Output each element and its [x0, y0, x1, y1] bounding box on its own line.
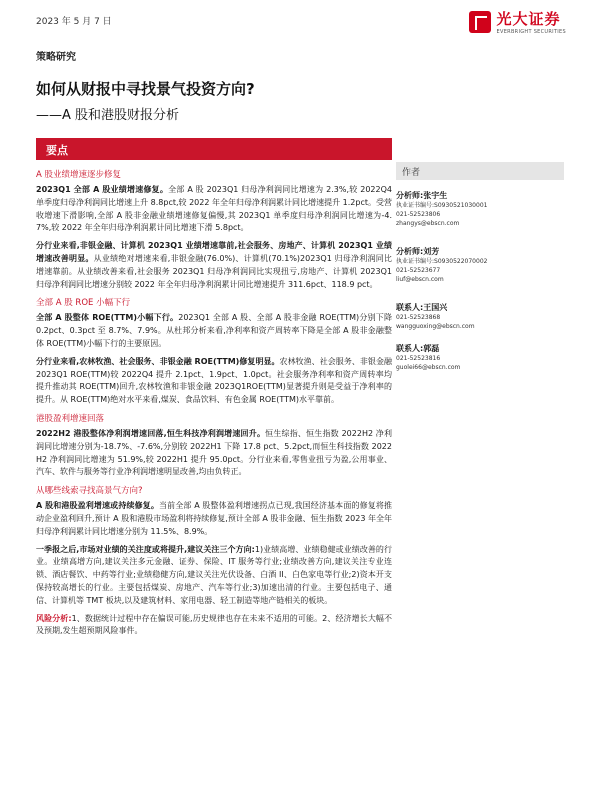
author-bar: [396, 162, 564, 180]
paragraph-lead: 分行业来看,农林牧渔、社会服务、非银金融 ROE(TTM)修复明显。: [36, 356, 280, 366]
analyst-phone: 021-52523677: [396, 267, 441, 274]
risk-text: 1、数据统计过程中存在偏误可能,历史规律也存在未来不适用的可能。2、经济增长大幅不及预期,发生超预期风险事件。: [36, 613, 393, 636]
report-category: 策略研究: [36, 52, 76, 63]
analyst-detail: 执业证书编号:S0930521030001: [396, 202, 488, 209]
paragraph: [36, 544, 392, 608]
paragraph: [36, 184, 392, 235]
section: [36, 296, 392, 407]
paragraph-text: 1)业绩高增、业绩稳健或业绩改善的行业。业绩高增方向,建议关注多元金融、证券、保险、IT 服务等行业;业绩改善方向,建议关注专业连锁、酒店餐饮、中药等行业;业绩稳健方向,建议关注光伏设备、白酒 II、白色家电等行业;2)资本开支保持较高增长的行业。主要包括煤炭、房地产、汽车等行业;3)加速出清的行业。主要包括电子、通信、计算机等 TMT 板块,以及建筑材料、家用电器、轻工制造等地产链相关的板块。: [36, 544, 392, 605]
paragraph: [36, 428, 392, 479]
key-points-label: 要点: [46, 144, 68, 157]
risk-analysis: [36, 613, 392, 639]
paragraph-text: 从业绩绝对增速来看,非银金融(76.0%)、计算机(70.1%)2023Q1 归母净利润同比增速靠前。从业绩改善来看,社会服务 2023Q1 归母净利润同比实现扭亏,房地产、计算机 2023Q1 归母净利润同比增速分别较 2022 年全年归母净利润累计同比增速提升 311.6pct、118.9 pct。: [36, 253, 392, 289]
section: [36, 484, 392, 607]
section: [36, 412, 392, 479]
analyst-phone: 021-52523806: [396, 211, 441, 218]
analyst-name: 分析师:张宇生: [396, 191, 448, 200]
section: [36, 168, 392, 291]
contact-phone: 021-52523868: [396, 314, 441, 321]
paragraph: [36, 356, 392, 407]
section-heading: A 股业绩增速逐步修复: [36, 170, 122, 180]
report-date: 2023 年 5 月 7 日: [36, 17, 112, 27]
analyst-email[interactable]: liuf@ebscn.com: [396, 276, 444, 283]
paragraph-lead: 分行业来看,非银金融、计算机 2023Q1 业绩增速靠前,社会服务、房地产、计算机 2023Q1 业绩增速改善明显。: [36, 241, 392, 263]
section-heading: 港股盈利增速回落: [36, 413, 105, 424]
author-panel: [396, 190, 564, 384]
contact-card: [396, 343, 564, 372]
paragraph: [36, 240, 392, 291]
contact-name: 联系人:郭磊: [396, 344, 440, 353]
analyst-email[interactable]: zhangys@ebscn.com: [396, 220, 460, 227]
contact-email[interactable]: wangguoxing@ebscn.com: [396, 323, 475, 330]
analyst-name: 分析师:刘芳: [396, 247, 440, 256]
risk-label: 风险分析:: [36, 613, 72, 623]
report-subtitle: ——A 股和港股财报分析: [36, 108, 180, 123]
paragraph: [36, 312, 392, 350]
paragraph-lead: 2022H2 港股整体净利润增速回落,恒生科技净利润增速回升。: [36, 428, 266, 438]
paragraph-text: 2023Q1 全部 A 股、全部 A 股非金融 ROE(TTM)分别下降 0.2pct、0.3pct 至 8.7%、7.9%。从杜邦分析来看,净利率和资产周转率下降是全部 A 股非金融整体 ROE(TTM)小幅下行的主要原因。: [36, 313, 392, 348]
report-title: 如何从财报中寻找景气投资方向?: [36, 80, 255, 98]
logo-name-en: EVERBRIGHT SECURITIES: [496, 29, 566, 35]
analyst-detail: 执业证书编号:S0930522070002: [396, 258, 488, 265]
contact-name: 联系人:王国兴: [396, 303, 448, 312]
paragraph-lead: 一季报之后,市场对业绩的关注度或将提升,建议关注三个方向:: [36, 544, 255, 554]
contact-card: [396, 302, 564, 331]
brand-logo: [469, 8, 566, 35]
author-label: 作者: [402, 168, 421, 178]
paragraph-lead: A 股和港股盈利增速或持续修复。: [36, 501, 159, 511]
analyst-card: [396, 246, 564, 284]
contact-phone: 021-52523816: [396, 355, 441, 362]
paragraph: [36, 500, 392, 538]
logo-mark-icon: [469, 11, 491, 33]
paragraph-text: 当前全部 A 股整体盈利增速拐点已现,我国经济基本面的修复将推动企业盈利回升,预计 A 股和港股市场盈利将持续修复,预计全部 A 股非金融、恒生指数 2023 年全年归母净利润累计同比增速分别为 11.5%、8.9%。: [36, 501, 392, 536]
contact-email[interactable]: guolei66@ebscn.com: [396, 364, 461, 371]
section-heading: 从哪些线索寻找高景气方向?: [36, 486, 143, 497]
key-points-bar: [36, 138, 392, 160]
section-heading: 全部 A 股 ROE 小幅下行: [36, 298, 131, 309]
logo-name: 光大证券: [496, 10, 561, 28]
paragraph-lead: 2023Q1 全部 A 股业绩增速修复。: [36, 185, 169, 194]
paragraph-text: 恒生综指、恒生指数 2022H2 净利润同比增速分别为-18.7%、-7.6%,分别较 2022H1 下降 17.8 pct、5.2pct,而恒生科技指数 2022H2 净利润同比增速为 51.9%,较 2022H1 提升 95.0pct。分行业来看,零售业扭亏为盈,公用事业、汽车、软件与服务等行业净利润增速明显改善,均由负转正。: [36, 428, 392, 477]
paragraph-text: 全部 A 股 2023Q1 归母净利润同比增速为 2.3%,较 2022Q4 单季度归母净利润同比增速上升 8.8pct,较 2022 年全年归母净利润累计同比增速提升 1.2pct。受营收增速下滑影响,全部 A 股非金融业绩增速修复偏慢,其 2023Q1 单季度归母净利润同比增速为-4.7%,较 2022 年全年归母净利润累计同比增速下滑 5.8pct。: [36, 185, 392, 233]
paragraph-text: 农林牧渔、社会服务、非银金融 2023Q1 ROE(TTM)较 2022Q4 提升 2.1pct、1.9pct、1.0pct。社会服务净利率和资产周转率均提升推动其 ROE(TTM)回升,农林牧渔和非银金融 2023Q1ROE(TTM)显著提升则是受益于净利率的提升。从 ROE(TTM)绝对水平来看,煤炭、食品饮料、有色金属 ROE(TTM)水平靠前。: [36, 356, 392, 405]
analyst-card: [396, 190, 564, 228]
main-content: [36, 168, 392, 643]
paragraph-lead: 全部 A 股整体 ROE(TTM)小幅下行。: [36, 313, 179, 323]
